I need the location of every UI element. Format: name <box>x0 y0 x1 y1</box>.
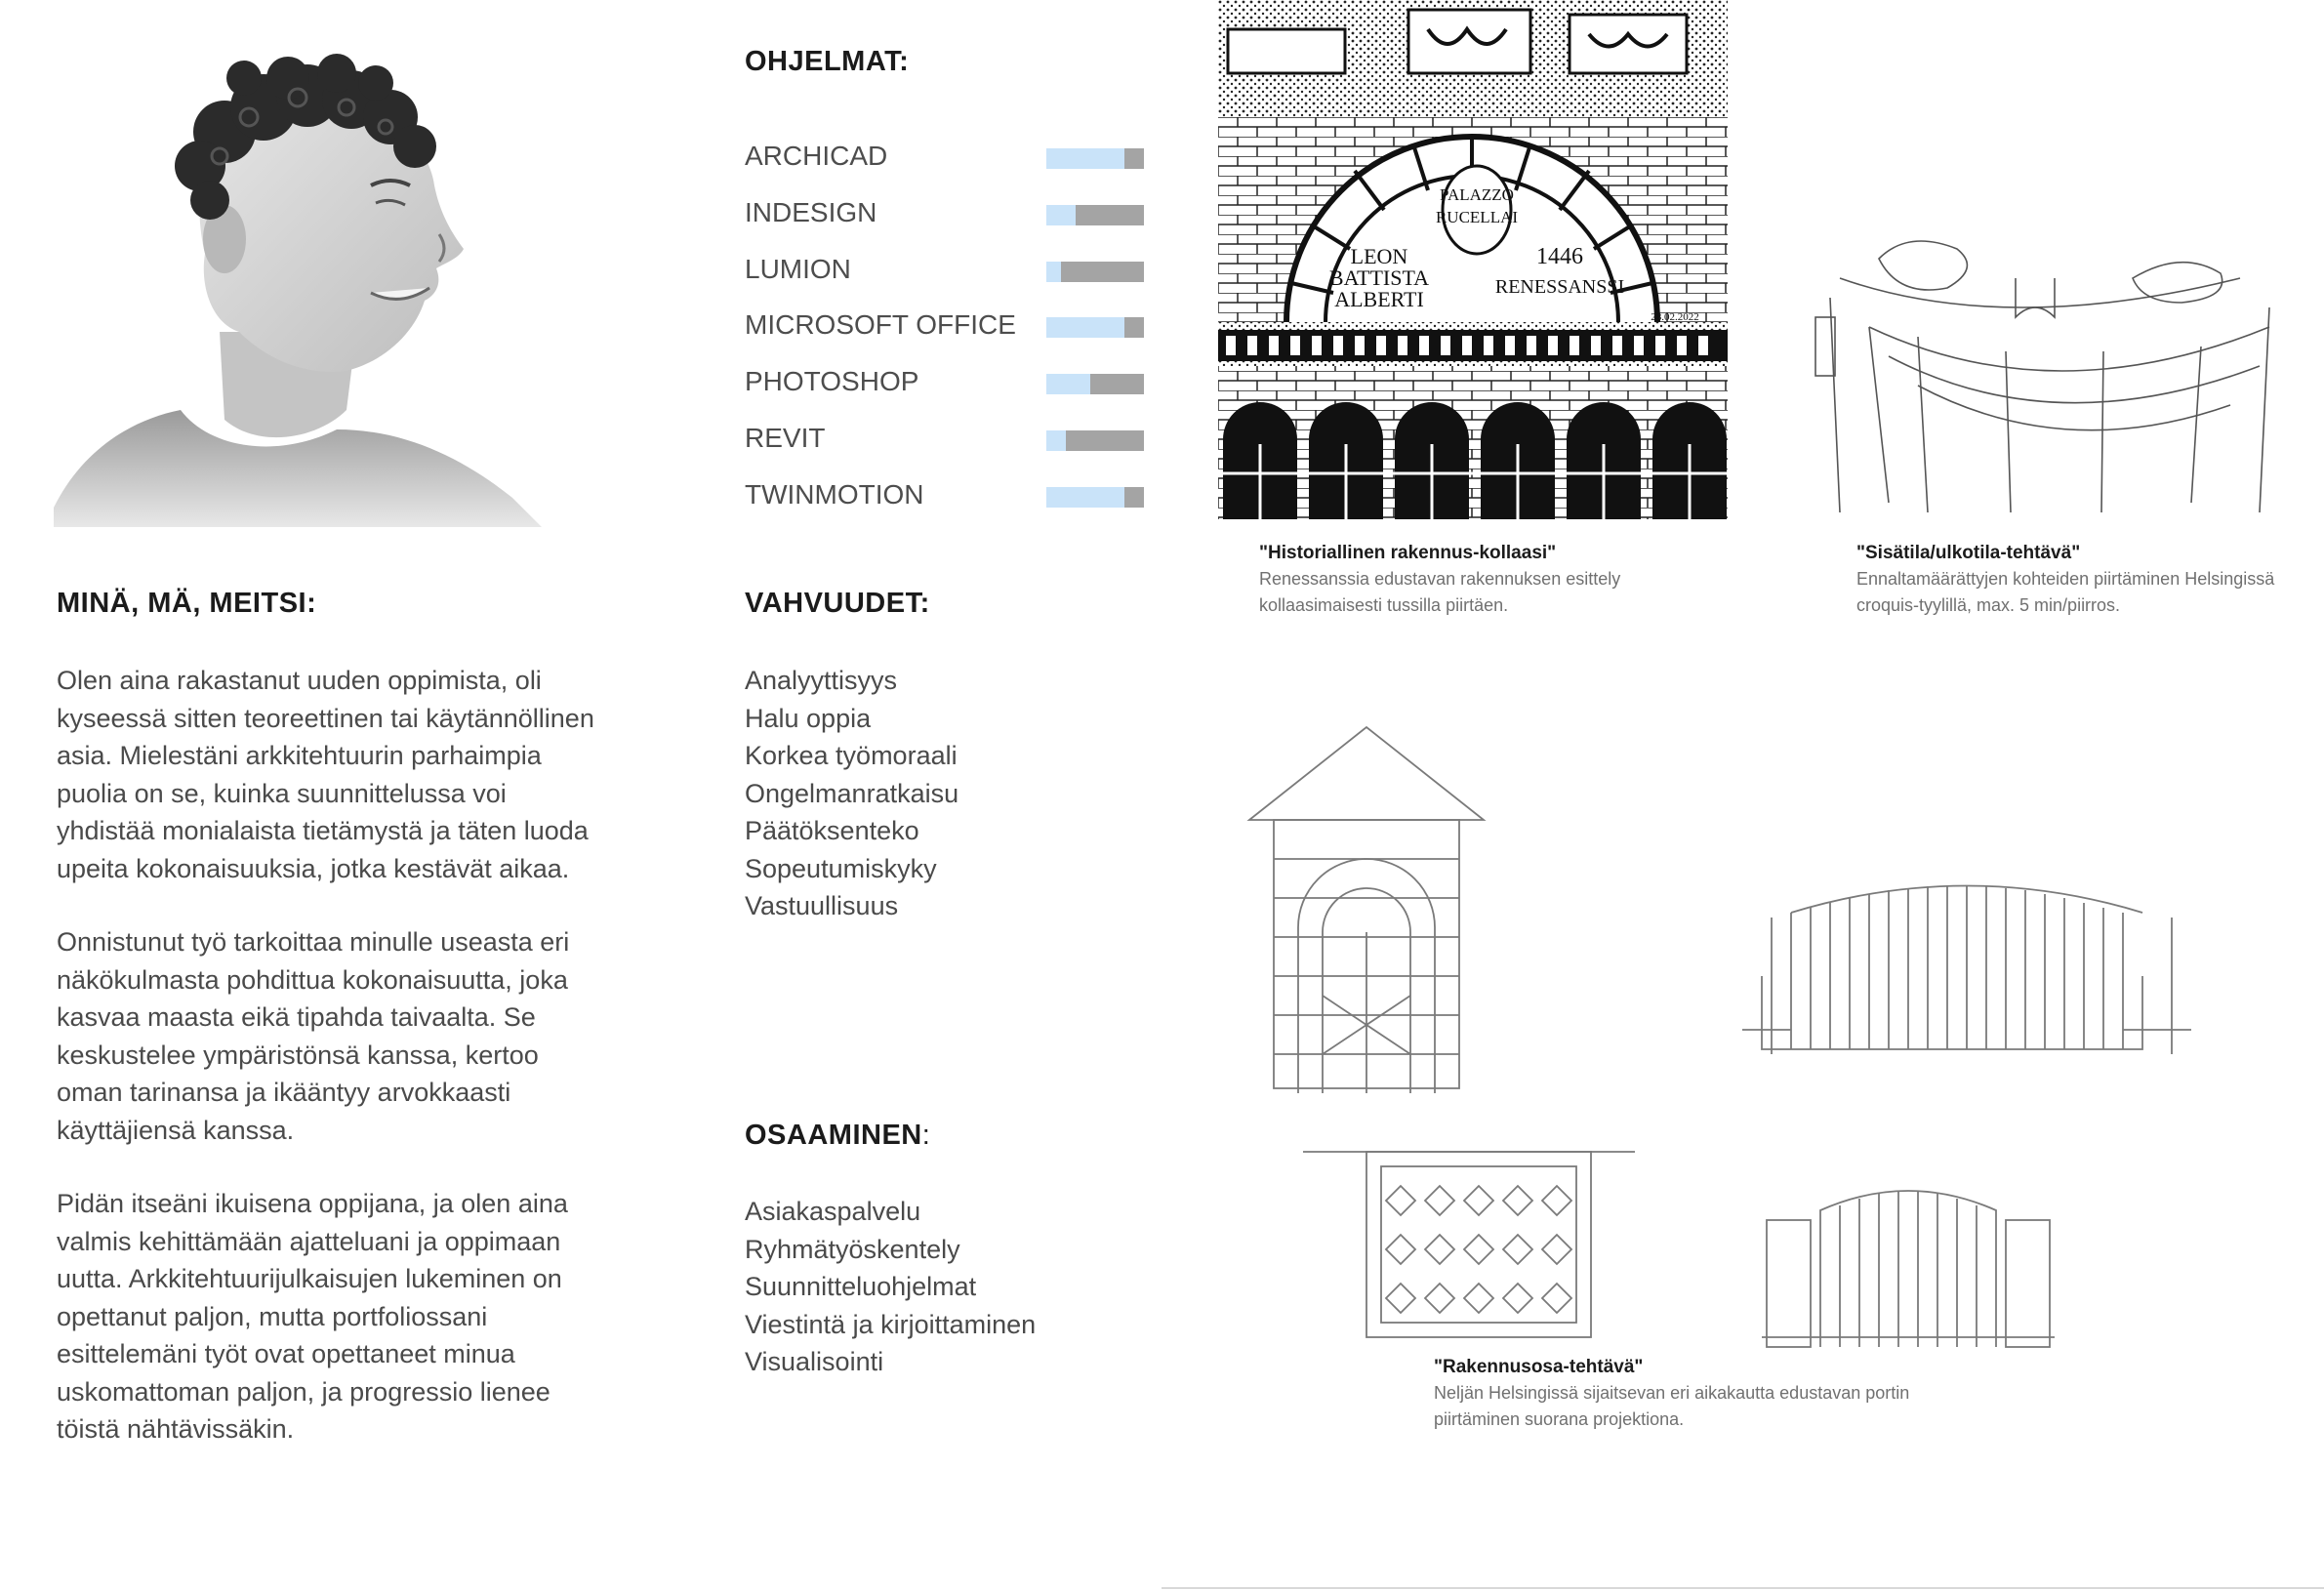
program-row-lumion <box>745 250 1155 289</box>
collage-text-year: 1446 <box>1536 244 1583 269</box>
skills-heading-text: OSAAMINEN <box>745 1120 922 1151</box>
skill-level-bar <box>1046 317 1144 338</box>
program-name: TWINMOTION <box>745 479 924 510</box>
skill-level-fill <box>1046 487 1124 508</box>
collage-text-leon: LEON <box>1350 244 1408 268</box>
list-item: Vastuullisuus <box>745 891 899 920</box>
program-row-photoshop <box>745 362 1155 401</box>
program-name: ARCHICAD <box>745 141 888 171</box>
program-name: REVIT <box>745 423 826 453</box>
program-row-twinmotion <box>745 475 1155 514</box>
list-item: Ongelmanratkaisu <box>745 778 959 808</box>
program-name: MICROSOFT OFFICE <box>745 309 1016 340</box>
work-title: "Historiallinen rakennus-kollaasi" <box>1259 543 1557 563</box>
skill-level-bar <box>1046 148 1144 169</box>
collage-text-battista: BATTISTA <box>1328 265 1430 290</box>
work-description-line: kollaasimaisesti tussilla piirtäen. <box>1259 595 1509 615</box>
skill-level-bar <box>1046 374 1144 394</box>
work-description-line: Ennaltamäärättyjen kohteiden piirtäminen Helsingissä <box>1856 569 2275 589</box>
collage-text-alberti: ALBERTI <box>1334 287 1424 311</box>
collage-drawing <box>1218 0 1728 519</box>
list-item: Sopeutumiskyky <box>745 853 937 883</box>
programs-heading: OHJELMAT: <box>745 46 910 77</box>
program-name: INDESIGN <box>745 197 877 227</box>
about-paragraph-2: Onnistunut työ tarkoittaa minulle useasta eri näkökulmasta pohdittua kokonaisuutta, joka kasvaa maasta eikä tipahda taivaalta. Se keskustelee ympäristönsä kanssa, kertoo oman tarinansa ja ikääntyy arvokkaasti käyttäjiensä kanssa. <box>57 927 570 1145</box>
program-row-microsoft-office <box>745 306 1155 345</box>
work-caption-collage <box>1259 541 1689 619</box>
work-caption-gates <box>1434 1355 1980 1433</box>
list-item: Päätöksenteko <box>745 816 919 845</box>
collage-date: 28.02.2022 <box>1651 311 1699 323</box>
about-text <box>57 662 603 1448</box>
croquis-sketch <box>1811 220 2279 522</box>
program-row-indesign <box>745 193 1155 232</box>
collage-text-palazzo: PALAZZO <box>1440 185 1514 204</box>
work-title: "Sisätila/ulkotila-tehtävä" <box>1856 543 2081 563</box>
work-description-line: piirtäminen suorana projektiona. <box>1434 1409 1685 1429</box>
skill-level-fill <box>1046 262 1061 282</box>
program-row-revit <box>745 419 1155 458</box>
list-item: Halu oppia <box>745 703 872 733</box>
about-paragraph-1: Olen aina rakastanut uuden oppimista, oli kyseessä sitten teoreettinen tai käytännöllinen asia. Mielestäni arkkitehtuurin parhaimpia puolia on se, kuinka suunnittelussa voi yhdistää monialaista tietämystä ja täten luoda upeita kokonaisuuksia, jotka kestävät aikaa. <box>57 666 594 883</box>
skill-level-bar <box>1046 487 1144 508</box>
list-item: Viestintä ja kirjoittaminen <box>745 1309 1037 1339</box>
work-description-line: croquis-tyylillä, max. 5 min/piirros. <box>1856 595 2121 615</box>
skill-level-fill <box>1046 374 1090 394</box>
work-description-line: Renessanssia edustavan rakennuksen esittely <box>1259 569 1621 589</box>
bottom-divider <box>1162 1587 2324 1589</box>
skill-level-bar <box>1046 430 1144 451</box>
portrait-photo <box>54 39 600 527</box>
collage-text-rucellai: RUCELLAI <box>1435 208 1519 226</box>
work-caption-croquis <box>1856 541 2315 619</box>
program-row-archicad <box>745 137 1155 176</box>
program-name: PHOTOSHOP <box>745 366 919 396</box>
list-item: Suunnitteluohjelmat <box>745 1272 977 1301</box>
skills-list <box>745 1193 1036 1381</box>
skill-level-fill <box>1046 205 1076 225</box>
strengths-heading: VAHVUUDET: <box>745 588 930 619</box>
strengths-list <box>745 662 958 925</box>
list-item: Analyyttisyys <box>745 666 898 695</box>
list-item: Visualisointi <box>745 1347 884 1376</box>
skill-level-fill <box>1046 430 1066 451</box>
program-name: LUMION <box>745 254 851 284</box>
work-description-line: Neljän Helsingissä sijaitsevan eri aikakautta edustavan portin <box>1434 1383 1910 1403</box>
collage-text-renessanssi: RENESSANSSI <box>1494 276 1625 298</box>
skill-level-bar <box>1046 205 1144 225</box>
gate-drawings <box>1244 722 2299 1445</box>
skill-level-fill <box>1046 317 1124 338</box>
skills-heading <box>745 1120 930 1152</box>
list-item: Asiakaspalvelu <box>745 1197 921 1226</box>
skill-level-bar <box>1046 262 1144 282</box>
list-item: Korkea työmoraali <box>745 741 958 770</box>
work-title: "Rakennusosa-tehtävä" <box>1434 1357 1644 1377</box>
skills-heading-colon: : <box>921 1120 931 1151</box>
about-heading: MINÄ, MÄ, MEITSI: <box>57 588 317 619</box>
skill-level-fill <box>1046 148 1124 169</box>
about-paragraph-3: Pidän itseäni ikuisena oppijana, ja olen aina valmis kehittämään ajatteluani ja oppimaan uutta. Arkkitehtuurijulkaisujen lukeminen on opettanut paljon, mutta portfoliossani esittelemäni työt ovat opettaneet minua uskomattoman paljon, ja progressio lienee töistä nähtävissäkin. <box>57 1189 568 1444</box>
list-item: Ryhmätyöskentely <box>745 1234 960 1264</box>
